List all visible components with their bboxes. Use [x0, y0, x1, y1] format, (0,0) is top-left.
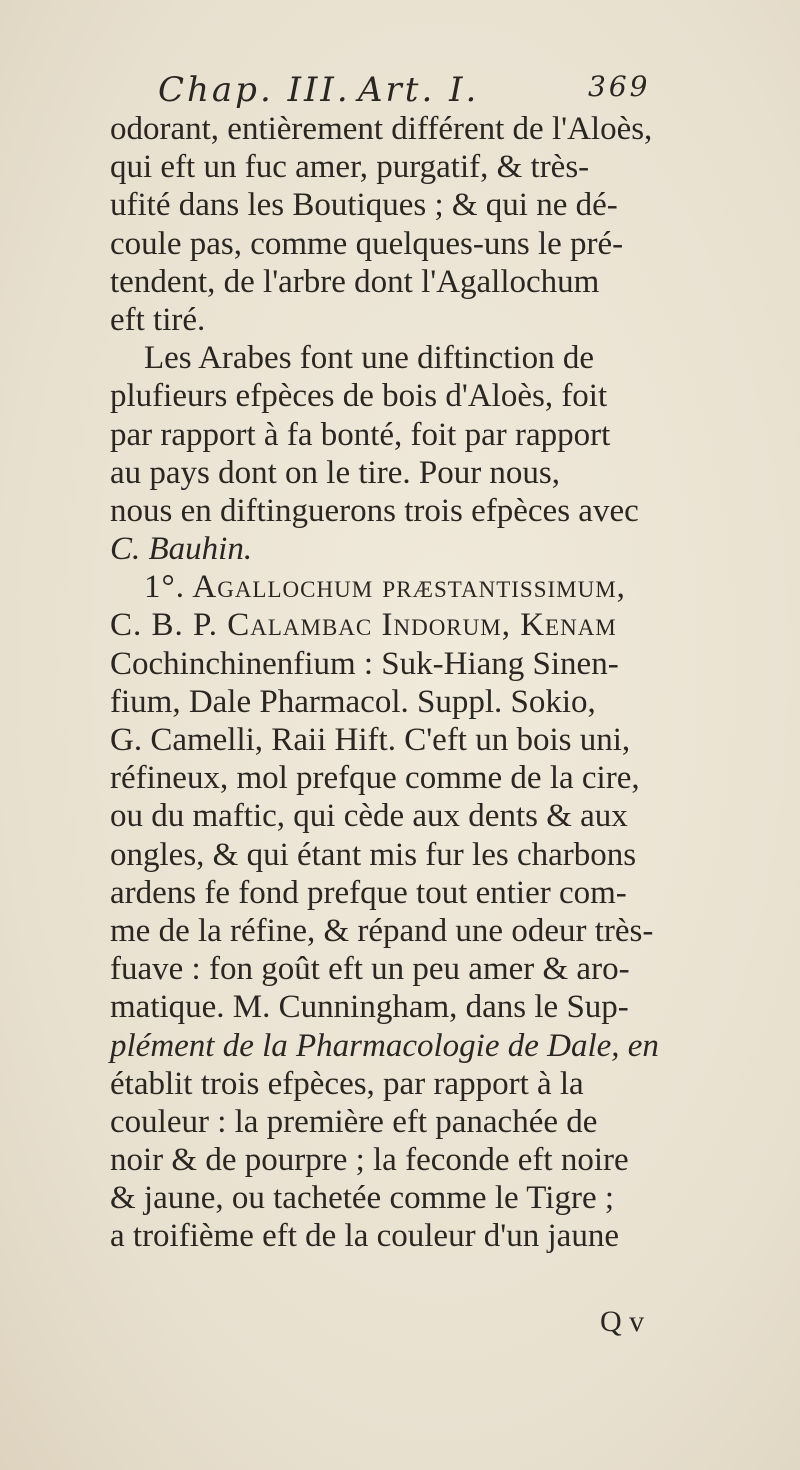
chapter-heading: Chap. III. [158, 70, 351, 110]
text-line: par rapport à fa bonté, foit par rapport [110, 416, 611, 453]
body-text [110, 110, 770, 1256]
text-line: ardens fe fond prefque tout entier com- [110, 874, 627, 911]
text-line: ou du maftic, qui cède aux dents & aux [110, 798, 628, 835]
text-line: plufieurs efpèces de bois d'Aloès, foit [110, 378, 608, 415]
text-line: matique. M. Cunningham, dans le Sup- [110, 989, 629, 1026]
article-heading: Art. I. [358, 70, 480, 110]
text-line: ufité dans les Boutiques ; & qui ne dé- [110, 187, 618, 224]
text-line: C. Bauhin. [110, 531, 253, 568]
text-line: fium, Dale Pharmacol. Suppl. Sokio, [110, 683, 596, 720]
text-line: au pays dont on le tire. Pour nous, [110, 454, 561, 491]
text-line: nous en diftinguerons trois efpèces avec [110, 492, 639, 529]
text-line: eft tiré. [110, 301, 206, 338]
text-line: Cochinchinenfium : Suk-Hiang Sinen- [110, 645, 619, 682]
text-line: couleur : la première eft panachée de [110, 1103, 598, 1140]
text-line: & jaune, ou tachetée comme le Tigre ; [110, 1180, 615, 1217]
text-line: réfineux, mol prefque comme de la cire, [110, 760, 640, 797]
text-line: tendent, de l'arbre dont l'Agallochum [110, 263, 600, 300]
text-line: me de la réfine, & répand une odeur très- [110, 912, 654, 949]
text-line: odorant, entièrement différent de l'Aloès, [110, 111, 653, 147]
text-line: coule pas, comme quelques-uns le pré- [110, 225, 624, 262]
text-line: C. B. P. Calambac Indorum, Kenam [110, 607, 617, 644]
text-line: fuave : fon goût eft un peu amer & aro- [110, 951, 630, 988]
text-line: établit trois efpèces, par rapport à la [110, 1065, 584, 1102]
text-line: 1°. Agallochum præstantissimum, [144, 569, 626, 606]
text-line: Les Arabes font une diftinction de [144, 340, 594, 377]
text-line: a troifième eft de la couleur d'un jaune [110, 1218, 619, 1255]
text-line: qui eft un fuc amer, purgatif, & très- [110, 149, 590, 186]
text-line: noir & de pourpre ; la feconde eft noire [110, 1142, 629, 1179]
text-line: ongles, & qui étant mis fur les charbons [110, 836, 637, 873]
signature-mark: Q v [600, 1305, 645, 1338]
page-number: 369 [588, 70, 651, 103]
text-line: plément de la Pharmacologie de Dale, en [110, 1027, 659, 1064]
text-line: G. Camelli, Raii Hift. C'eft un bois uni, [110, 722, 631, 758]
